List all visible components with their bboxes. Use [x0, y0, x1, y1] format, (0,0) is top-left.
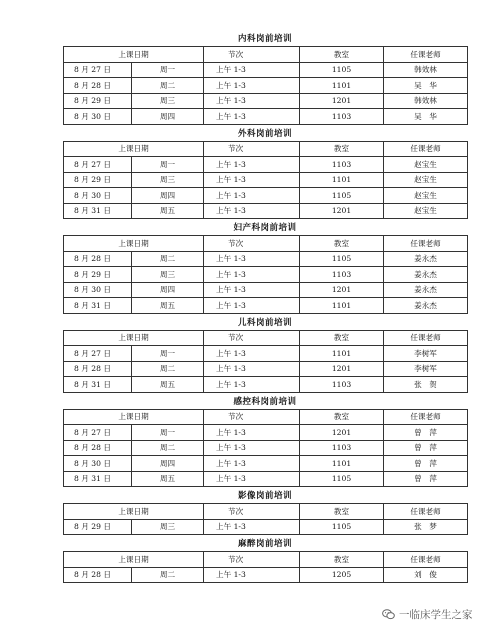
cell-room: 1101: [300, 78, 384, 94]
cell-room: 1101: [300, 172, 384, 188]
table-row: [64, 471, 468, 487]
watermark: [382, 607, 473, 622]
cell-weekday: 周二: [132, 361, 204, 377]
cell-period: 上午 1-3: [204, 203, 300, 219]
cell-teacher: 曾 萍: [384, 456, 468, 472]
schedule-table: [63, 141, 468, 220]
cell-date: 8 月 30 日: [64, 109, 132, 125]
cell-room: 1201: [300, 203, 384, 219]
header-row: [64, 504, 468, 520]
cell-date: 8 月 28 日: [64, 78, 132, 94]
cell-date: 8 月 31 日: [64, 471, 132, 487]
cell-room: 1103: [300, 157, 384, 173]
cell-room: 1101: [300, 346, 384, 362]
cell-teacher: 曾 萍: [384, 425, 468, 441]
header-period: 节次: [204, 504, 300, 520]
cell-period: 上午 1-3: [204, 519, 300, 535]
schedule-document: [63, 33, 467, 583]
cell-room: 1201: [300, 361, 384, 377]
section-title: 儿科岗前培训: [237, 317, 292, 328]
cell-date: 8 月 28 日: [64, 361, 132, 377]
cell-period: 上午 1-3: [204, 567, 300, 583]
header-row: [64, 47, 468, 63]
cell-period: 上午 1-3: [204, 425, 300, 441]
cell-date: 8 月 30 日: [64, 282, 132, 298]
cell-room: 1105: [300, 251, 384, 267]
header-room: 教室: [300, 409, 384, 425]
table-row: [64, 440, 468, 456]
header-date: 上课日期: [64, 47, 204, 63]
cell-date: 8 月 29 日: [64, 93, 132, 109]
cell-date: 8 月 28 日: [64, 440, 132, 456]
header-date: 上课日期: [64, 141, 204, 157]
cell-period: 上午 1-3: [204, 282, 300, 298]
cell-date: 8 月 28 日: [64, 251, 132, 267]
cell-weekday: 周一: [132, 346, 204, 362]
schedule-table: [63, 503, 468, 535]
table-row: [64, 567, 468, 583]
header-period: 节次: [204, 236, 300, 252]
cell-room: 1101: [300, 456, 384, 472]
cell-date: 8 月 29 日: [64, 267, 132, 283]
schedule-section: [63, 317, 467, 396]
cell-date: 8 月 31 日: [64, 377, 132, 393]
header-room: 教室: [300, 141, 384, 157]
table-row: [64, 62, 468, 78]
schedule-table: [63, 235, 468, 314]
cell-room: 1105: [300, 471, 384, 487]
cell-room: 1201: [300, 425, 384, 441]
cell-period: 上午 1-3: [204, 440, 300, 456]
cell-period: 上午 1-3: [204, 93, 300, 109]
cell-period: 上午 1-3: [204, 267, 300, 283]
header-teacher: 任课老师: [384, 236, 468, 252]
cell-period: 上午 1-3: [204, 377, 300, 393]
schedule-table: [63, 409, 468, 488]
cell-room: 1103: [300, 440, 384, 456]
cell-weekday: 周一: [132, 62, 204, 78]
cell-weekday: 周一: [132, 425, 204, 441]
cell-date: 8 月 27 日: [64, 62, 132, 78]
schedule-table: [63, 551, 468, 583]
header-teacher: 任课老师: [384, 504, 468, 520]
section-title: 麻醉岗前培训: [237, 539, 292, 549]
cell-period: 上午 1-3: [204, 188, 300, 204]
cell-teacher: 李树军: [384, 346, 468, 362]
header-row: [64, 236, 468, 252]
cell-teacher: 曾 萍: [384, 440, 468, 456]
cell-weekday: 周三: [132, 519, 204, 535]
table-row: [64, 93, 468, 109]
cell-period: 上午 1-3: [204, 62, 300, 78]
cell-period: 上午 1-3: [204, 157, 300, 173]
cell-date: 8 月 31 日: [64, 203, 132, 219]
header-row: [64, 552, 468, 568]
header-period: 节次: [204, 141, 300, 157]
cell-period: 上午 1-3: [204, 471, 300, 487]
table-row: [64, 298, 468, 314]
cell-weekday: 周二: [132, 251, 204, 267]
header-row: [64, 330, 468, 346]
table-row: [64, 425, 468, 441]
cell-teacher: 赵宝生: [384, 203, 468, 219]
wechat-icon: [382, 609, 395, 620]
table-row: [64, 188, 468, 204]
cell-teacher: 韩效林: [384, 62, 468, 78]
cell-weekday: 周二: [132, 78, 204, 94]
cell-room: 1103: [300, 109, 384, 125]
cell-room: 1201: [300, 93, 384, 109]
cell-teacher: 吴 华: [384, 109, 468, 125]
header-period: 节次: [204, 552, 300, 568]
cell-weekday: 周二: [132, 440, 204, 456]
cell-room: 1205: [300, 567, 384, 583]
header-date: 上课日期: [64, 409, 204, 425]
cell-period: 上午 1-3: [204, 361, 300, 377]
cell-period: 上午 1-3: [204, 172, 300, 188]
cell-room: 1105: [300, 62, 384, 78]
cell-period: 上午 1-3: [204, 78, 300, 94]
cell-teacher: 姜永杰: [384, 251, 468, 267]
cell-teacher: 刘 俊: [384, 567, 468, 583]
table-row: [64, 361, 468, 377]
cell-period: 上午 1-3: [204, 456, 300, 472]
section-title: 内科岗前培训: [237, 34, 292, 44]
cell-date: 8 月 27 日: [64, 425, 132, 441]
cell-period: 上午 1-3: [204, 346, 300, 362]
cell-teacher: 韩效林: [384, 93, 468, 109]
cell-weekday: 周五: [132, 298, 204, 314]
header-row: [64, 409, 468, 425]
header-teacher: 任课老师: [384, 552, 468, 568]
schedule-section: [63, 490, 467, 538]
cell-teacher: 姜永杰: [384, 282, 468, 298]
table-row: [64, 203, 468, 219]
header-room: 教室: [300, 47, 384, 63]
cell-teacher: 赵宝生: [384, 172, 468, 188]
header-teacher: 任课老师: [384, 47, 468, 63]
table-row: [64, 377, 468, 393]
cell-weekday: 周四: [132, 188, 204, 204]
cell-weekday: 周三: [132, 267, 204, 283]
cell-date: 8 月 31 日: [64, 298, 132, 314]
cell-period: 上午 1-3: [204, 298, 300, 314]
schedule-table: [63, 46, 468, 125]
section-title: 妇产科岗前培训: [233, 223, 297, 233]
cell-room: 1201: [300, 282, 384, 298]
header-date: 上课日期: [64, 330, 204, 346]
header-teacher: 任课老师: [384, 330, 468, 346]
table-row: [64, 172, 468, 188]
header-date: 上课日期: [64, 504, 204, 520]
table-row: [64, 78, 468, 94]
cell-teacher: 张 梦: [384, 519, 468, 535]
cell-weekday: 周五: [132, 377, 204, 393]
schedule-section: [63, 396, 467, 491]
table-row: [64, 267, 468, 283]
cell-weekday: 周五: [132, 203, 204, 219]
header-row: [64, 141, 468, 157]
cell-date: 8 月 27 日: [64, 157, 132, 173]
header-period: 节次: [204, 47, 300, 63]
section-title: 外科岗前培训: [237, 128, 292, 139]
table-row: [64, 109, 468, 125]
cell-date: 8 月 30 日: [64, 188, 132, 204]
cell-teacher: 李树军: [384, 361, 468, 377]
table-row: [64, 456, 468, 472]
header-room: 教室: [300, 552, 384, 568]
cell-teacher: 曾 萍: [384, 471, 468, 487]
cell-weekday: 周四: [132, 109, 204, 125]
cell-weekday: 周五: [132, 471, 204, 487]
schedule-section: [63, 33, 467, 128]
cell-teacher: 吴 华: [384, 78, 468, 94]
cell-weekday: 周三: [132, 93, 204, 109]
cell-room: 1103: [300, 267, 384, 283]
header-room: 教室: [300, 236, 384, 252]
cell-room: 1101: [300, 298, 384, 314]
header-teacher: 任课老师: [384, 141, 468, 157]
cell-date: 8 月 29 日: [64, 519, 132, 535]
cell-room: 1105: [300, 519, 384, 535]
schedule-section: [63, 222, 467, 317]
cell-weekday: 周四: [132, 456, 204, 472]
header-date: 上课日期: [64, 236, 204, 252]
cell-period: 上午 1-3: [204, 109, 300, 125]
cell-weekday: 周三: [132, 172, 204, 188]
schedule-section: [63, 538, 467, 583]
header-period: 节次: [204, 409, 300, 425]
table-row: [64, 519, 468, 535]
cell-date: 8 月 28 日: [64, 567, 132, 583]
cell-teacher: 赵宝生: [384, 188, 468, 204]
header-room: 教室: [300, 504, 384, 520]
section-title: 感控科岗前培训: [233, 396, 297, 407]
cell-teacher: 赵宝生: [384, 157, 468, 173]
table-row: [64, 157, 468, 173]
cell-teacher: 姜永杰: [384, 298, 468, 314]
table-row: [64, 251, 468, 267]
watermark-text: 一临床学生之家: [399, 609, 473, 621]
table-row: [64, 346, 468, 362]
cell-date: 8 月 29 日: [64, 172, 132, 188]
cell-date: 8 月 30 日: [64, 456, 132, 472]
header-period: 节次: [204, 330, 300, 346]
header-date: 上课日期: [64, 552, 204, 568]
table-row: [64, 282, 468, 298]
schedule-table: [63, 330, 468, 393]
cell-room: 1105: [300, 188, 384, 204]
header-teacher: 任课老师: [384, 409, 468, 425]
cell-teacher: 姜永杰: [384, 267, 468, 283]
cell-period: 上午 1-3: [204, 251, 300, 267]
section-title: 影像岗前培训: [237, 491, 292, 501]
cell-room: 1103: [300, 377, 384, 393]
header-room: 教室: [300, 330, 384, 346]
cell-date: 8 月 27 日: [64, 346, 132, 362]
cell-weekday: 周四: [132, 282, 204, 298]
cell-weekday: 周二: [132, 567, 204, 583]
cell-weekday: 周一: [132, 157, 204, 173]
schedule-section: [63, 128, 467, 223]
cell-teacher: 张 贺: [384, 377, 468, 393]
